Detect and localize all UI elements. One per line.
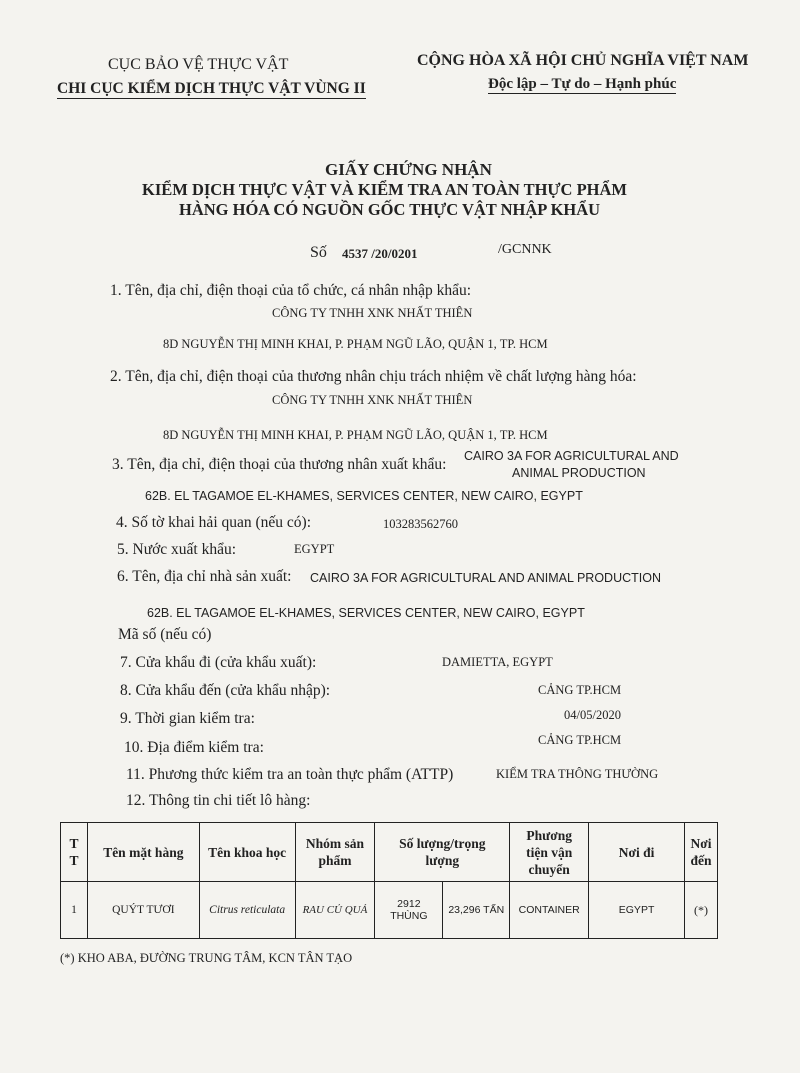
- exporter-address: 62B. EL TAGAMOE EL-KHAMES, SERVICES CENTER, NEW CAIRO, EGYPT: [145, 489, 583, 503]
- producer-name: CAIRO 3A FOR AGRICULTURAL AND ANIMAL PRODUCTION: [310, 571, 661, 585]
- cell-quantity: 2912 THÙNG: [375, 882, 443, 939]
- cell-destination: (*): [684, 882, 717, 939]
- item-2-label: 2. Tên, địa chỉ, điện thoại của thương nhân chịu trách nhiệm về chất lượng hàng hóa:: [110, 368, 637, 385]
- item-4-label: 4. Số tờ khai hải quan (nếu có):: [116, 514, 312, 531]
- table-row: [61, 882, 718, 939]
- cell-scientific-name: Citrus reticulata: [199, 882, 295, 939]
- cell-transport: CONTAINER: [510, 882, 589, 939]
- item-1-label: 1. Tên, địa chỉ, điện thoại của tổ chức, cá nhân nhập khẩu:: [110, 282, 472, 299]
- header-product-name: Tên mặt hàng: [87, 823, 199, 882]
- item-12-label: 12. Thông tin chi tiết lô hàng:: [126, 792, 311, 809]
- national-motto: Độc lập – Tự do – Hạnh phúc: [488, 76, 677, 92]
- item-9-label: 9. Thời gian kiểm tra:: [120, 710, 255, 727]
- item-11-label: 11. Phương thức kiểm tra an toàn thực phẩm (ATTP): [126, 766, 454, 783]
- inspection-location: CẢNG TP.HCM: [538, 733, 622, 747]
- item-3-label: 3. Tên, địa chỉ, điện thoại của thương nhân xuất khẩu:: [112, 456, 447, 473]
- item-8-label: 8. Cửa khẩu đến (cửa khẩu nhập):: [120, 682, 331, 699]
- inspection-method: KIỂM TRA THÔNG THƯỜNG: [496, 767, 659, 781]
- arrival-port: CẢNG TP.HCM: [538, 683, 622, 697]
- doc-title-line2: KIỂM DỊCH THỰC VẬT VÀ KIỂM TRA AN TOÀN THỰC PHẨM: [142, 180, 627, 199]
- cell-weight: 23,296 TẤN: [443, 882, 510, 939]
- item-7-label: 7. Cửa khẩu đi (cửa khẩu xuất):: [120, 654, 317, 671]
- importer-address: 8D NGUYỄN THỊ MINH KHAI, P. PHẠM NGŨ LÃO, QUẬN 1, TP. HCM: [163, 337, 548, 351]
- table-header-row: [61, 823, 718, 882]
- responsible-address: 8D NGUYỄN THỊ MINH KHAI, P. PHẠM NGŨ LÃO, QUẬN 1, TP. HCM: [163, 428, 548, 442]
- sub-agency-name: CHI CỤC KIỂM DỊCH THỰC VẬT VÙNG II: [57, 80, 366, 97]
- doc-title-line3: HÀNG HÓA CÓ NGUỒN GỐC THỰC VẬT NHẬP KHẨU: [179, 200, 601, 219]
- customs-declaration-number: 103283562760: [383, 517, 458, 531]
- header-transport: Phương tiện vận chuyển: [510, 823, 589, 882]
- country-name: CỘNG HÒA XÃ HỘI CHỦ NGHĨA VIỆT NAM: [417, 52, 749, 69]
- doc-title-line1: GIẤY CHỨNG NHẬN: [325, 160, 492, 179]
- inspection-date: 04/05/2020: [564, 708, 621, 722]
- exporter-name-line2: ANIMAL PRODUCTION: [512, 466, 646, 480]
- cell-tt: 1: [61, 882, 88, 939]
- header-quantity: Số lượng/trọng lượng: [375, 823, 510, 882]
- header-tt: T T: [61, 823, 88, 882]
- exporter-name-line1: CAIRO 3A FOR AGRICULTURAL AND: [464, 449, 679, 463]
- header-origin: Nơi đi: [589, 823, 685, 882]
- item-10-label: 10. Địa điểm kiểm tra:: [124, 739, 264, 756]
- header-product-group: Nhóm sản phẩm: [295, 823, 375, 882]
- item-5-label: 5. Nước xuất khẩu:: [117, 541, 237, 558]
- header-scientific-name: Tên khoa học: [199, 823, 295, 882]
- producer-address: 62B. EL TAGAMOE EL-KHAMES, SERVICES CENTER, NEW CAIRO, EGYPT: [147, 606, 585, 620]
- responsible-name: CÔNG TY TNHH XNK NHẤT THIÊN: [272, 393, 473, 407]
- export-country: EGYPT: [294, 542, 335, 556]
- agency-name: CỤC BẢO VỆ THỰC VẬT: [108, 56, 289, 73]
- cell-product-group: RAU CỦ QUẢ: [295, 882, 375, 939]
- departure-port: DAMIETTA, EGYPT: [442, 655, 553, 669]
- footnote: (*) KHO ABA, ĐƯỜNG TRUNG TÂM, KCN TÂN TẠO: [60, 951, 353, 965]
- cert-number-label: Số: [310, 244, 327, 261]
- cert-number-value: 4537 /20/0201: [342, 246, 418, 261]
- cert-number-suffix: /GCNNK: [498, 242, 552, 257]
- goods-table: [60, 822, 718, 939]
- producer-code-label: Mã số (nếu có): [118, 626, 212, 643]
- header-destination: Nơi đến: [684, 823, 717, 882]
- cell-product-name: QUÝT TƯƠI: [87, 882, 199, 939]
- cell-origin: EGYPT: [589, 882, 685, 939]
- importer-name: CÔNG TY TNHH XNK NHẤT THIÊN: [272, 306, 473, 320]
- item-6-label: 6. Tên, địa chỉ nhà sản xuất:: [117, 568, 292, 585]
